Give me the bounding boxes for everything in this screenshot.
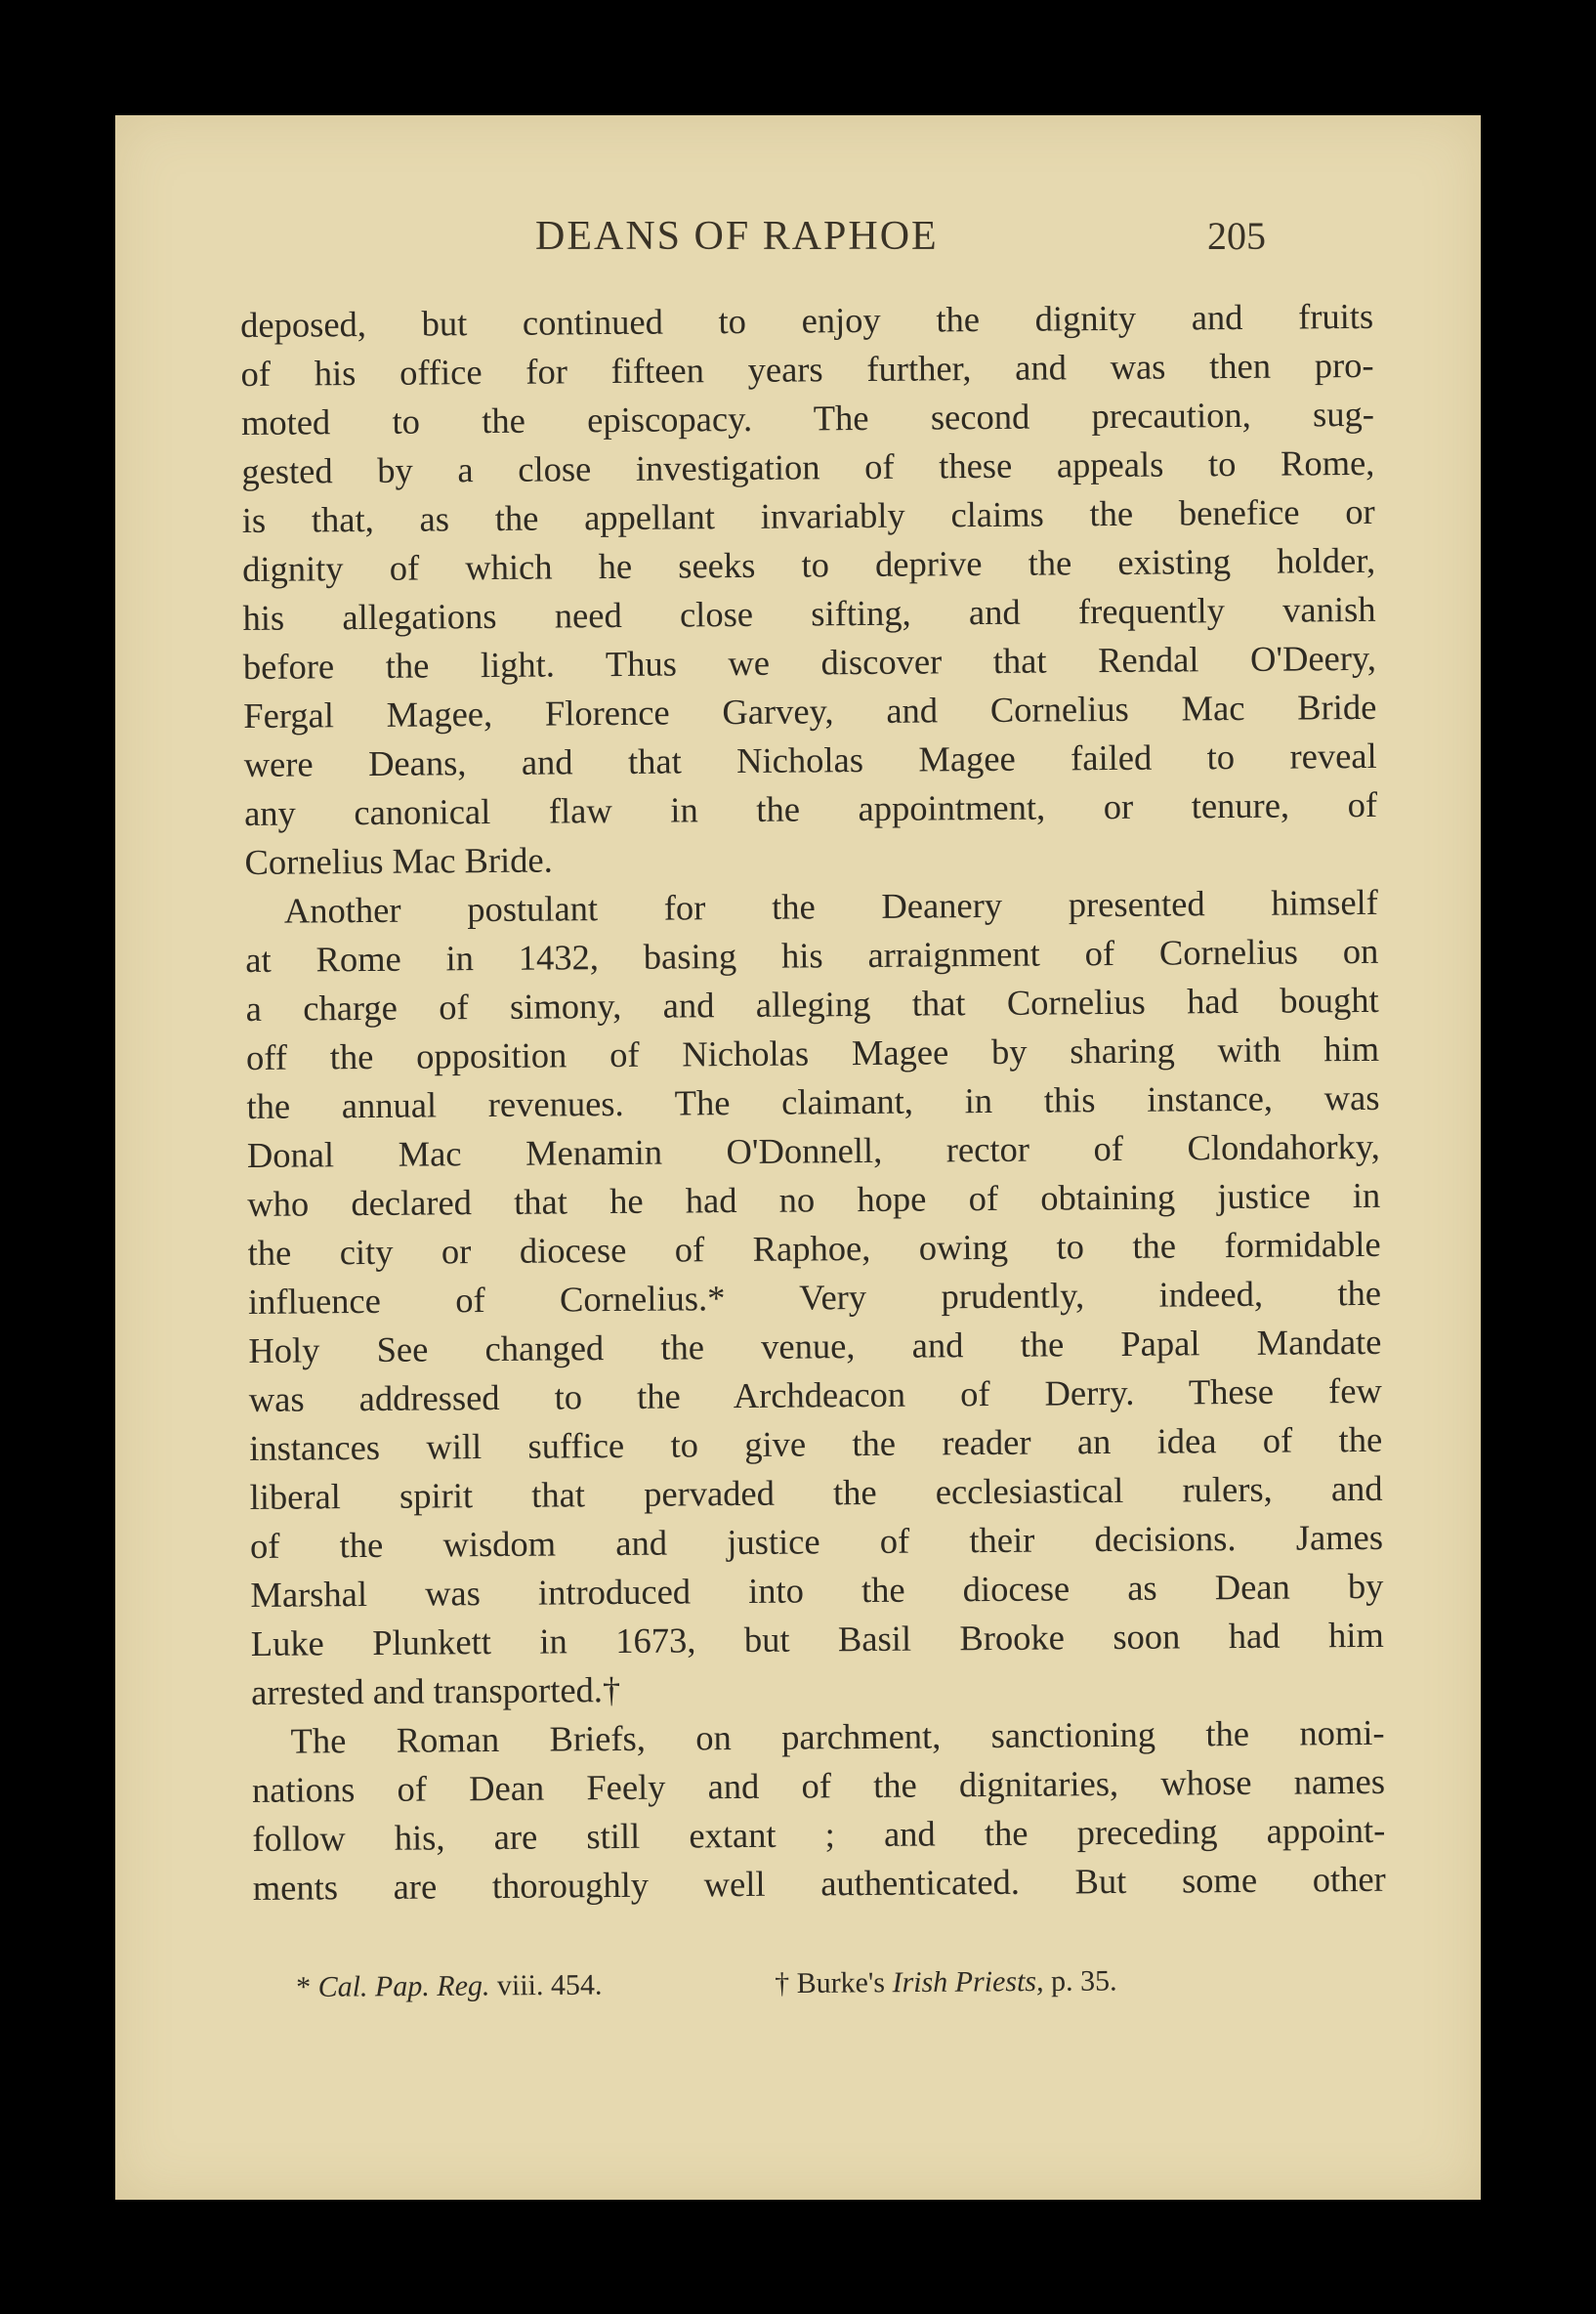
text-line: of the wisdom and justice of their decisions. James <box>249 1516 1384 1566</box>
footnote-reference: p. 35. <box>1050 1964 1117 1998</box>
text-line: the annual revenues. The claimant, in this instance, was <box>246 1076 1380 1126</box>
text-line: deposed, but continued to enjoy the dignity and fruits <box>240 295 1374 345</box>
footnote-2 <box>775 1964 1117 2000</box>
running-head: DEANS OF RAPHOE <box>535 214 939 259</box>
book-page <box>115 115 1481 2200</box>
text-line: a charge of simony, and alleging that Cornelius had bought <box>245 979 1379 1029</box>
text-line: the city or diocese of Raphoe, owing to the formidable <box>247 1223 1381 1273</box>
text-line: off the opposition of Nicholas Magee by sharing with him <box>245 1028 1380 1077</box>
text-line: were Deans, and that Nicholas Magee failed to reveal <box>243 735 1377 784</box>
text-line: liberal spirit that pervaded the ecclesiastical rulers, and <box>249 1467 1383 1517</box>
footnote-mark: * <box>296 1970 312 2003</box>
footnote-mark: † <box>774 1967 790 2000</box>
text-line: arrested and transported.† <box>251 1668 621 1712</box>
text-line: his allegations need close sifting, and frequently vanish <box>242 588 1376 638</box>
text-line: influence of Cornelius.* Very prudently, indeed, the <box>247 1272 1382 1322</box>
text-line: moted to the episcopacy. The second precaution, sug- <box>240 393 1375 442</box>
footnote-source: Cal. Pap. Reg. <box>317 1969 490 2003</box>
text-line: gested by a close investigation of these appeals to Rome, <box>241 442 1375 491</box>
text-line: Donal Mac Menamin O'Donnell, rector of Clondahorky, <box>246 1125 1380 1175</box>
page-number: 205 <box>1207 214 1266 258</box>
text-line: instances will suffice to give the reader an idea of the <box>249 1418 1383 1468</box>
text-line: Holy See changed the venue, and the Papal Mandate <box>248 1321 1382 1370</box>
text-line: Luke Plunkett in 1673, but Basil Brooke soon had him <box>250 1614 1384 1663</box>
text-line: Fergal Magee, Florence Garvey, and Cornelius Mac Bride <box>243 686 1377 736</box>
text-line: nations of Dean Feely and of the dignitaries, whose names <box>251 1760 1386 1810</box>
text-line: The Roman Briefs, on parchment, sanctioning the nomi- <box>290 1711 1385 1761</box>
footnote-author: Burke's <box>796 1966 886 1999</box>
footnote-1 <box>296 1969 603 2004</box>
text-line: Marshal was introduced into the diocese as Dean by <box>250 1565 1384 1615</box>
text-line: of his office for fifteen years further, and was then pro- <box>240 344 1374 394</box>
footnotes <box>296 1962 1370 2004</box>
text-line: dignity of which he seeks to deprive the existing holder, <box>241 539 1376 589</box>
text-line: Cornelius Mac Bride. <box>244 839 553 882</box>
text-line: who declared that he had no hope of obtaining justice in <box>247 1174 1381 1224</box>
text-line: was addressed to the Archdeacon of Derry. These few <box>248 1369 1382 1419</box>
text-line: Another postulant for the Deanery presented himself <box>283 881 1379 931</box>
text-line: at Rome in 1432, basing his arraignment of Cornelius on <box>245 930 1379 980</box>
text-line: ments are thoroughly well authenticated. But some other <box>252 1858 1386 1908</box>
text-line: before the light. Thus we discover that Rendal O'Deery, <box>242 637 1377 687</box>
text-line: follow his, are still extant ; and the preceding appoint- <box>252 1809 1386 1859</box>
text-line: is that, as the appellant invariably claims the benefice or <box>241 490 1375 540</box>
footnote-title: Irish Priests, <box>892 1964 1044 1999</box>
page-header <box>115 213 1481 272</box>
text-line: any canonical flaw in the appointment, or tenure, of <box>243 783 1378 833</box>
body-text <box>240 292 1386 1913</box>
footnote-reference: viii. 454. <box>496 1968 603 2002</box>
